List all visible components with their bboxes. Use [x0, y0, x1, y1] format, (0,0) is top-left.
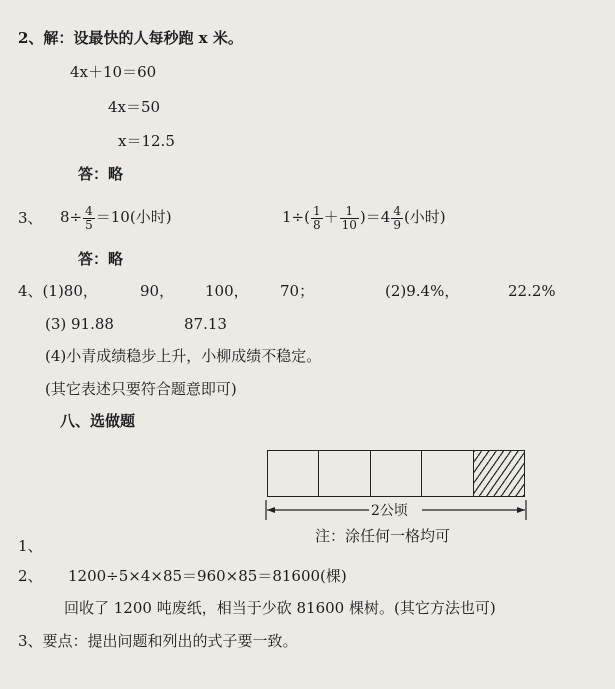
- q3-expression-1: [60, 200, 172, 234]
- q2-equation-2: 4x＝50: [108, 98, 161, 116]
- q4-line2-prefix: (3) 91.88: [45, 315, 114, 333]
- section8-item2-text: 回收了 1200 吨废纸，相当于少砍 81600 棵树。(其它方法也可): [64, 599, 496, 617]
- fraction-denominator: 8: [312, 217, 321, 232]
- fraction-numerator: 1: [312, 203, 321, 218]
- fraction-numerator: 1: [340, 205, 359, 219]
- q3-expr1-prefix: 8÷: [60, 208, 83, 226]
- q2-equation-3: x＝12.5: [118, 132, 175, 150]
- q3-expr1-result: ＝10(小时): [95, 208, 172, 226]
- q2-heading: 2、解：设最快的人每秒跑 x 米。: [18, 29, 243, 47]
- fraction-4-5: [83, 205, 95, 232]
- q3-expr2-unit: (小时): [403, 208, 446, 226]
- q3-expression-2: [282, 200, 446, 234]
- fraction-numerator: 4: [393, 203, 401, 218]
- section8-item3: 3、要点：提出问题和列出的式子要一致。: [18, 632, 298, 650]
- fraction-numerator: 4: [85, 203, 93, 218]
- q4-line1-value2: 90，: [140, 282, 175, 300]
- q4-line3: (4)小青成绩稳步上升，小柳成绩不稳定。: [45, 347, 322, 365]
- diagram-cell: [371, 451, 422, 496]
- plus-sign: ＋: [323, 208, 339, 226]
- q4-line1-value3: 100，: [205, 282, 249, 300]
- q3-expr2-equals: )＝4: [359, 208, 391, 226]
- dimension-label: 2公顷: [371, 503, 408, 519]
- q3-number: 3、: [18, 209, 43, 227]
- diagram-cell-shaded: [474, 451, 524, 496]
- fraction-1-8: [311, 205, 323, 232]
- fraction-4-9: [391, 205, 403, 232]
- section8-title: 八、选做题: [60, 412, 136, 430]
- diagram-cell: [268, 451, 319, 496]
- q4-line1-part2: (2)9.4%，: [385, 282, 460, 300]
- q3-answer: 答：略: [78, 250, 124, 268]
- fraction-denominator: 5: [85, 217, 93, 232]
- section8-item1: 1、: [18, 537, 43, 555]
- section8-item2-number: 2、: [18, 567, 43, 585]
- fraction-1-10: [340, 205, 359, 232]
- q4-line1-value4: 70；: [280, 282, 315, 300]
- fraction-denominator: 9: [393, 217, 401, 232]
- section8-item2-expression: 1200÷5×4×85＝960×85＝81600(棵): [68, 567, 347, 585]
- q4-line2-value2: 87.13: [184, 315, 227, 333]
- q3-expr2-prefix: 1÷(: [282, 208, 310, 226]
- q4-line1-prefix: 4、(1)80，: [18, 282, 98, 300]
- diagram-cell: [319, 451, 370, 496]
- area-diagram: [267, 450, 525, 497]
- q2-answer: 答：略: [78, 165, 124, 183]
- diagram-note: 注：涂任何一格均可: [315, 527, 451, 545]
- q4-line4: (其它表述只要符合题意即可): [45, 380, 237, 398]
- fraction-denominator: 10: [341, 217, 357, 232]
- q2-equation-1: 4x＋10＝60: [70, 63, 157, 81]
- q4-line1-part2b: 22.2%: [508, 282, 556, 300]
- diagram-cell: [422, 451, 473, 496]
